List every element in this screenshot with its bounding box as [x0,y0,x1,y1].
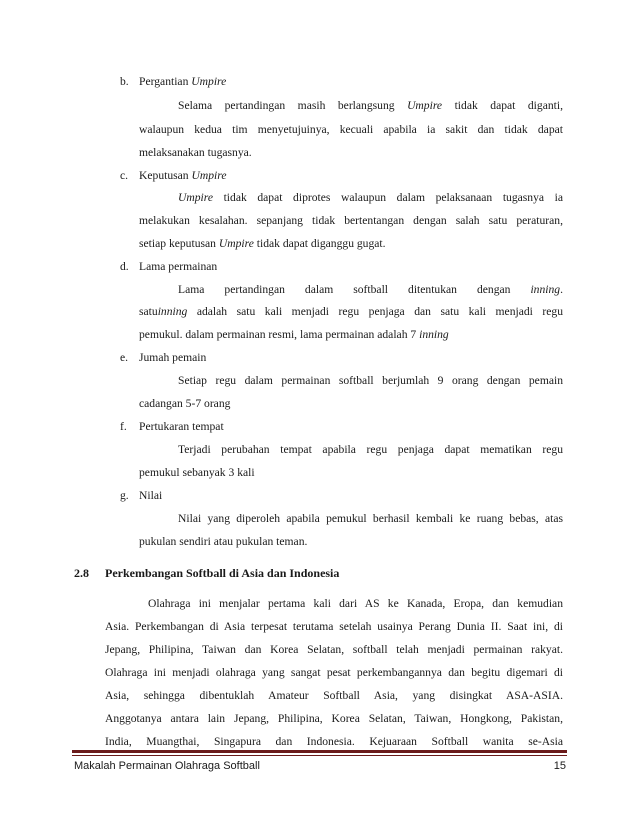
item-g-line-2: pukulan sendiri atau pukulan teman. [139,535,308,548]
section-title: Perkembangan Softball di Asia dan Indonesia [105,566,340,580]
footer-rule [72,750,567,753]
section-line-4: Olahraga ini menjadi olahraga yang sangat pesat perkembangannya dan begitu digemari di [105,666,563,679]
item-e-line-1: Setiap regu dalam permainan softball berjumlah 9 orang dengan pemain [178,374,563,387]
section-line-2: Asia. Perkembangan di Asia terpesat terutama setelah usainya Perang Dunia II. Saat ini, di [105,620,563,633]
item-title-c: Keputusan Umpire [139,169,227,182]
section-number: 2.8 [74,566,89,580]
item-title-d: Lama permainan [139,260,218,273]
item-d-line-3: pemukul. dalam permainan resmi, lama permainan adalah 7 inning [139,328,449,341]
item-b-line-2: walaupun kedua tim menyetujuinya, kecuali apabila ia sakit dan tidak dapat [139,123,563,136]
item-letter-e: e. [120,351,129,364]
item-title-f: Pertukaran tempat [139,420,224,433]
item-letter-f: f. [120,420,127,433]
item-letter-c: c. [120,169,129,182]
item-letter-b: b. [120,75,129,88]
item-e-line-2: cadangan 5-7 orang [139,397,231,410]
section-line-1: Olahraga ini menjalar pertama kali dari AS ke Kanada, Eropa, dan kemudian [148,597,563,610]
section-line-3: Jepang, Philipina, Taiwan dan Korea Selatan, softball telah menjadi permainan rakyat. [105,643,563,656]
page-number: 15 [553,760,566,772]
item-c-line-3: setiap keputusan Umpire tidak dapat diganggu gugat. [139,237,386,250]
item-letter-d: d. [120,260,129,273]
item-b-line-1: Selama pertandingan masih berlangsung Umpire tidak dapat diganti, [178,99,563,112]
item-f-line-1: Terjadi perubahan tempat apabila regu penjaga dapat mematikan regu [178,443,563,456]
item-title-e: Jumah pemain [139,351,207,364]
item-g-line-1: Nilai yang diperoleh apabila pemukul berhasil kembali ke ruang bebas, atas [178,512,563,525]
item-b-line-3: melaksanakan tugasnya. [139,146,252,159]
section-line-5: Asia, sehingga dibentuklah Amateur Softball Asia, yang disingkat ASA-ASIA. [105,689,563,702]
item-f-line-2: pemukul sebanyak 3 kali [139,466,255,479]
item-c-line-2: melakukan kesalahan. sepanjang tidak bertentangan dengan salah satu peraturan, [139,214,563,227]
item-d-line-2: satuinning adalah satu kali menjadi regu penjaga dan satu kali menjadi regu [139,305,563,318]
footer-title: Makalah Permainan Olahraga Softball [74,760,260,772]
item-title-g: Nilai [139,489,163,502]
item-title-b: Pergantian Umpire [139,75,227,88]
item-d-line-1: Lama pertandingan dalam softball ditentukan dengan inning. [178,283,563,296]
item-c-line-1: Umpire tidak dapat diprotes walaupun dalam pelaksanaan tugasnya ia [178,191,563,204]
section-line-6: Anggotanya antara lain Jepang, Philipina, Korea Selatan, Taiwan, Hongkong, Pakistan, [105,712,563,725]
section-line-7: India, Muangthai, Singapura dan Indonesia. Kejuaraan Softball wanita se-Asia [105,735,563,748]
item-letter-g: g. [120,489,129,502]
footer-rule-thin [72,755,567,756]
